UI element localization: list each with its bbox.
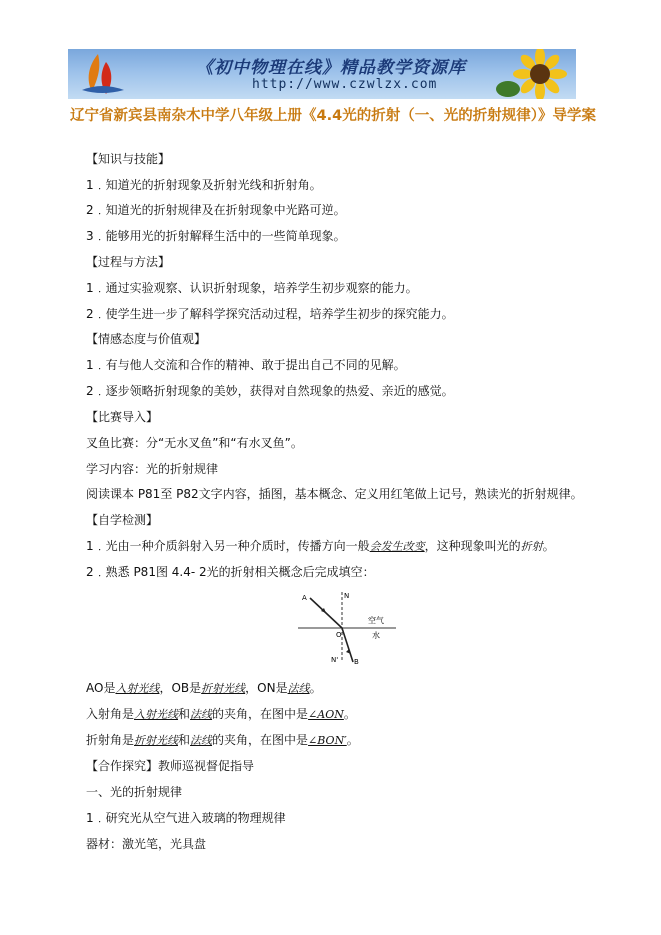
paragraph: 叉鱼比赛：分“无水叉鱼”和“有水叉鱼”。 bbox=[86, 436, 303, 450]
answer-text: ，ON是 bbox=[245, 681, 288, 695]
answer-text: 。 bbox=[309, 681, 322, 695]
answer-text: 入射角是 bbox=[86, 707, 135, 721]
subheading: 一、光的折射规律 bbox=[86, 785, 183, 799]
answer-text: ，OB是 bbox=[159, 681, 202, 695]
answer-3 bbox=[86, 732, 359, 749]
section-heading-process: 【过程与方法】 bbox=[86, 255, 171, 269]
handwritten-answer: 入射光线 bbox=[115, 682, 160, 695]
handwritten-answer: 入射光线 bbox=[134, 708, 179, 721]
answer-text: 和 bbox=[178, 733, 191, 747]
question-2: 2﹒熟悉 P81图 4.4- 2光的折射相关概念后完成填空： bbox=[86, 565, 375, 579]
section-heading-coop: 【合作探究】教师巡视督促指导 bbox=[86, 759, 255, 773]
section-heading-emotion: 【情感态度与价值观】 bbox=[86, 332, 207, 346]
paragraph: 学习内容：光的折射规律 bbox=[86, 462, 219, 476]
question-text: 1﹒光由一种介质斜射入另一种介质时，传播方向一般 bbox=[86, 539, 370, 553]
section-heading-intro: 【比赛导入】 bbox=[86, 410, 159, 424]
section-heading-knowledge: 【知识与技能】 bbox=[86, 152, 171, 166]
banner-url: http://www.czwlzx.com bbox=[252, 77, 438, 92]
sunflower-icon bbox=[496, 49, 576, 99]
list-item: 1﹒知道光的折射现象及折射光线和折射角。 bbox=[86, 178, 322, 192]
answer-1 bbox=[86, 680, 322, 697]
label-o: O bbox=[336, 631, 342, 639]
refraction-diagram bbox=[296, 588, 400, 668]
handwritten-answer: 会发生改变 bbox=[369, 540, 425, 553]
handwritten-answer: 法线 bbox=[287, 682, 310, 695]
answer-2 bbox=[86, 706, 356, 723]
question-1 bbox=[86, 538, 555, 555]
document-title: 辽宁省新宾县南杂木中学八年级上册《4.4光的折射（一、光的折射规律）》导学案 bbox=[70, 108, 596, 124]
answer-text: 的夹角，在图中是 bbox=[212, 707, 309, 721]
handwritten-answer: ∠BON′ bbox=[308, 734, 347, 747]
list-item: 3﹒能够用光的折射解释生活中的一些简单现象。 bbox=[86, 229, 346, 243]
answer-text: 。 bbox=[346, 733, 359, 747]
answer-text: 的夹角，在图中是 bbox=[212, 733, 309, 747]
label-b: B bbox=[354, 658, 359, 666]
handwritten-answer: 折射光线 bbox=[134, 734, 179, 747]
list-item: 2﹒使学生进一步了解科学探究活动过程，培养学生初步的探究能力。 bbox=[86, 307, 454, 321]
handwritten-answer: 折射 bbox=[520, 540, 543, 553]
paragraph: 阅读课本 P81至 P82文字内容，插图，基本概念、定义用红笔做上记号，熟读光的折射规律。 bbox=[86, 487, 583, 501]
header-banner bbox=[68, 49, 576, 99]
handwritten-answer: 法线 bbox=[190, 708, 213, 721]
answer-text: 折射角是 bbox=[86, 733, 135, 747]
label-n-prime: N' bbox=[331, 656, 339, 664]
answer-text: 。 bbox=[343, 707, 356, 721]
label-water: 水 bbox=[372, 631, 380, 640]
answer-text: AO是 bbox=[86, 681, 116, 695]
question-text: 。 bbox=[542, 539, 555, 553]
list-item: 1﹒通过实验观察、认识折射现象，培养学生初步观察的能力。 bbox=[86, 281, 418, 295]
banner-title: 《初中物理在线》精品教学资源库 bbox=[196, 58, 466, 78]
logo-icon bbox=[76, 52, 128, 96]
handwritten-answer: ∠AON bbox=[308, 708, 344, 721]
label-n: N bbox=[344, 592, 350, 600]
list-item: 1﹒研究光从空气进入玻璃的物理规律 bbox=[86, 811, 286, 825]
list-item: 2﹒逐步领略折射现象的美妙，获得对自然现象的热爱、亲近的感觉。 bbox=[86, 384, 454, 398]
section-heading-self-study: 【自学检测】 bbox=[86, 513, 159, 527]
list-item: 1﹒有与他人交流和合作的精神、敢于提出自己不同的见解。 bbox=[86, 358, 406, 372]
label-a: A bbox=[302, 594, 307, 602]
handwritten-answer: 折射光线 bbox=[201, 682, 246, 695]
handwritten-answer: 法线 bbox=[190, 734, 213, 747]
list-item: 2﹒知道光的折射规律及在折射现象中光路可逆。 bbox=[86, 203, 346, 217]
question-text: ，这种现象叫光的 bbox=[424, 539, 521, 553]
label-air: 空气 bbox=[368, 616, 384, 625]
list-item: 器材：激光笔，光具盘 bbox=[86, 837, 207, 851]
answer-text: 和 bbox=[178, 707, 191, 721]
